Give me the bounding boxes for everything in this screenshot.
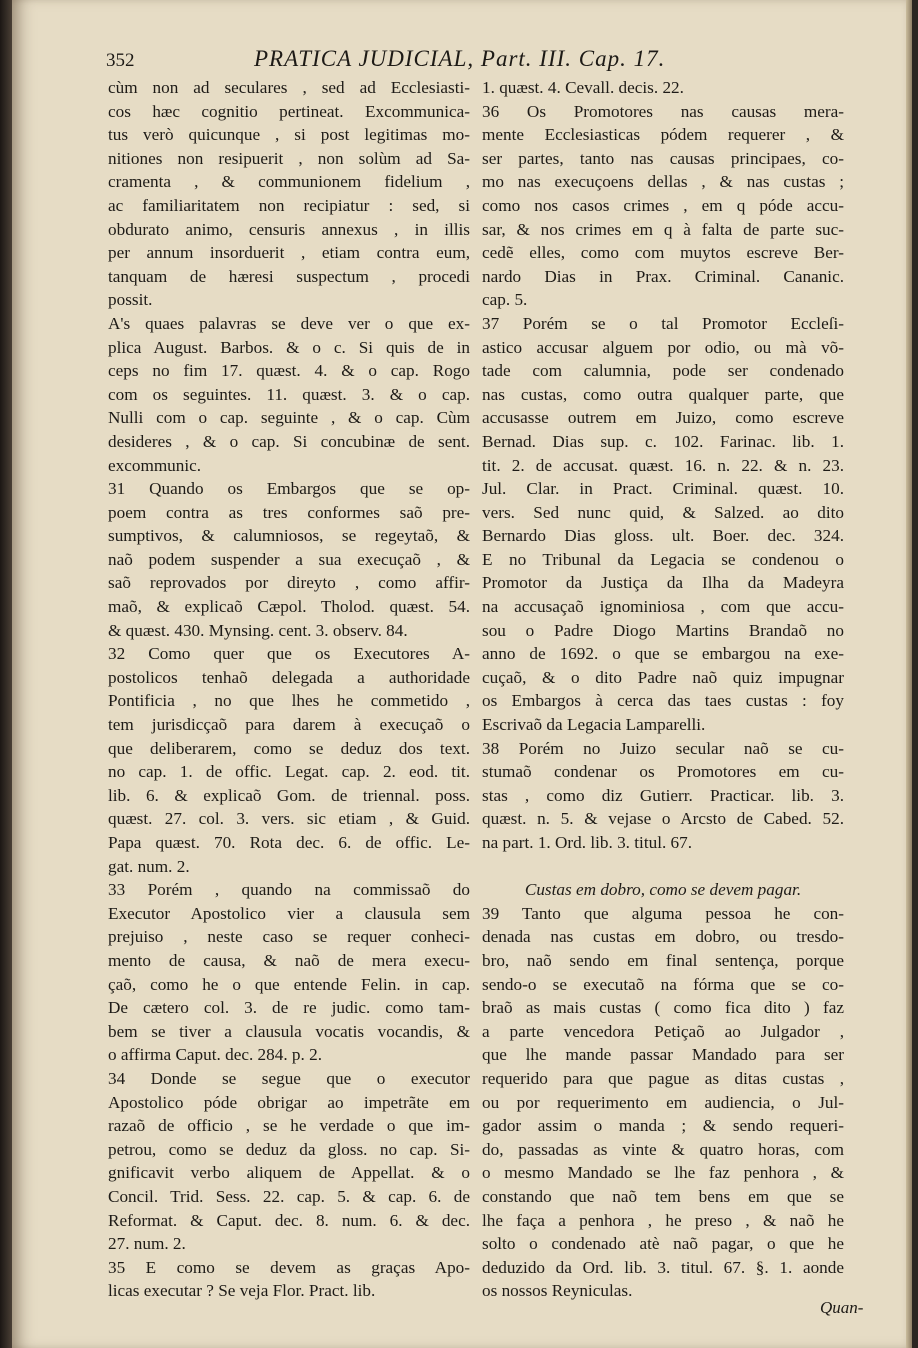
text-line: excommunic. <box>108 455 202 475</box>
text-line: stas , como diz Gutierr. Practicar. lib. 3. <box>482 785 844 805</box>
text-line: Promotor da Justiça da Ilha da Madeyra <box>482 573 844 593</box>
text-line: 33 Porém , quando na commissaõ do <box>108 880 470 900</box>
text-line: razaõ de officio , se he verdade o que im- <box>108 1116 470 1136</box>
text-line: lhe faça a penhora , he preso , & naõ he <box>482 1210 844 1230</box>
text-line: nas custas, como outra qualquer parte, que <box>482 384 844 404</box>
text-line: 34 Donde se segue que o executor <box>108 1068 470 1088</box>
text-line: 27. num. 2. <box>108 1234 186 1254</box>
text-line: desideres , & o cap. Si concubinæ de sent. <box>108 431 470 451</box>
text-line: Papa quæst. 70. Rota dec. 6. de offic. Le- <box>108 833 470 852</box>
text-line: que lhe mande passar Mandado para ser <box>482 1045 844 1065</box>
text-line: petrou, como se deduz da gloss. no cap. Si- <box>108 1139 470 1159</box>
text-line: deduzido da Ord. lib. 3. titul. 67. §. 1. aonde <box>482 1257 844 1277</box>
text-line: nardo Dias in Prax. Criminal. Cananic. <box>482 266 844 286</box>
text-line: tanquam de hæresi suspectum , procedi <box>108 266 470 286</box>
text-line: constando que naõ tem bens em que se <box>482 1186 844 1206</box>
text-line: cùm non ad seculares , sed ad Ecclesiasti- <box>108 78 470 97</box>
page-number: 352 <box>106 50 135 71</box>
catchword: Quan- <box>820 1298 864 1317</box>
text-line: plica August. Barbos. & o c. Si quis de in <box>108 337 470 357</box>
text-line: sendo-o se executaõ na fórma que se co- <box>482 974 844 994</box>
text-line: gat. num. 2. <box>108 856 190 876</box>
text-line: Custas em dobro, como se devem pagar. <box>524 880 802 900</box>
text-line: tade com calumnia, pode ser condenado <box>482 361 844 381</box>
text-line: per annum insorduerit , etiam contra eum, <box>108 243 470 263</box>
text-line: 36 Os Promotores nas causas mera- <box>482 101 844 121</box>
text-line: 1. quæst. 4. Cevall. decis. 22. <box>482 78 684 97</box>
text-line: E no Tribunal da Legacia se condenou o <box>482 549 844 569</box>
text-line: 32 Como quer que os Executores A- <box>108 644 470 664</box>
text-line: gador assim o manda ; & sendo requeri- <box>482 1116 844 1136</box>
text-line: A's quaes palavras se deve ver o que ex- <box>108 313 470 333</box>
text-line: 35 E como se devem as graças Apo- <box>108 1257 470 1277</box>
text-line: denada nas custas em dobro, ou tresdo- <box>482 927 844 947</box>
text-line: mo nas execuçoens dellas , & nas custas ; <box>482 172 844 192</box>
text-line: 39 Tanto que alguma pessoa he con- <box>482 903 844 923</box>
text-line: quæst. 27. col. 3. vers. sic etiam , & Guid. <box>108 809 470 829</box>
text-line: a parte vencedora Petiçaõ ao Julgador , <box>482 1021 844 1041</box>
text-line: na accusaçaõ ignominiosa , com que accu- <box>482 597 844 617</box>
running-header <box>106 46 766 76</box>
text-line: ser partes, tanto nas causas principaes, co- <box>482 148 844 168</box>
text-line: Escrivaõ da Legacia Lamparelli. <box>482 715 706 735</box>
text-line: lib. 6. & explicaõ Gom. de triennal. poss. <box>108 785 470 805</box>
text-line: bro, naõ sendo em final sentença, porque <box>482 950 844 970</box>
text-line: De cætero col. 3. de re judic. como tam- <box>108 998 470 1018</box>
text-line: 31 Quando os Embargos que se op- <box>108 479 470 499</box>
text-line: astico accusar alguem por odio, ou mà võ- <box>482 337 844 357</box>
text-line: Bernardo Dias gloss. ult. Boer. dec. 324. <box>482 526 844 546</box>
text-line: o mesmo Mandado se lhe faz penhora , & <box>482 1163 844 1183</box>
text-line: Nulli com o cap. seguinte , & o cap. Cùm <box>108 408 470 428</box>
text-line: obdurato animo, censuris annexus , in illis <box>108 219 470 239</box>
text-line: Concil. Trid. Sess. 22. cap. 5. & cap. 6. de <box>108 1186 470 1206</box>
text-line: cap. 5. <box>482 290 528 310</box>
text-line: saõ reprovados por direyto , como affir- <box>108 573 470 593</box>
text-line: braõ as mais custas ( como fica dito ) faz <box>482 998 844 1018</box>
text-line: ceps no fim 17. quæst. 4. & o cap. Rogo <box>108 361 470 381</box>
text-line: çaõ, como he o que entende Felin. in cap. <box>108 974 470 994</box>
text-line: cos hæc cognitio pertineat. Excommunica- <box>108 101 470 121</box>
book-spine <box>0 0 12 1348</box>
text-line: gnificavit verbo aliquem de Appellat. & o <box>108 1163 470 1183</box>
text-line: tit. 2. de accusat. quæst. 16. n. 22. & n. 23. <box>482 455 844 475</box>
text-line: tus verò quicunque , si post legitimas mo- <box>108 125 470 145</box>
running-title: PRATICA JUDICIAL, Part. III. Cap. 17. <box>254 46 666 71</box>
text-line: requerido para que pague as ditas custas , <box>482 1068 844 1088</box>
text-line: o affirma Caput. dec. 284. p. 2. <box>108 1045 322 1065</box>
text-line: & quæst. 430. Mynsing. cent. 3. observ. 84. <box>108 620 408 640</box>
text-line: com os seguintes. 11. quæst. 3. & o cap. <box>108 384 470 404</box>
text-line: accusasse outrem em Juizo, como escreve <box>482 408 844 428</box>
text-line: como nos casos crimes , em q póde accu- <box>482 195 844 215</box>
text-line: Apostolico póde obrigar ao impetrãte em <box>108 1092 470 1112</box>
text-line: cedẽ elles, como com muytos escreve Ber- <box>482 243 844 263</box>
text-line: prejuiso , neste caso se requer conheci- <box>108 927 470 947</box>
text-line: os nossos Reyniculas. <box>482 1281 633 1301</box>
text-line: vers. Sed nunc quid, & Salzed. ao dito <box>482 502 844 522</box>
blank-line <box>482 855 844 879</box>
text-line: ac familiaritatem non recipiatur : sed, si <box>108 195 470 215</box>
text-line: Jul. Clar. in Pract. Criminal. quæst. 10. <box>482 479 844 499</box>
text-line: anno de 1692. o que se embargou na exe- <box>482 644 844 664</box>
text-line: sou o Padre Diogo Martins Brandaõ no <box>482 620 844 640</box>
text-line: solto o condenado atè naõ pagar, o que he <box>482 1234 844 1254</box>
text-line: na part. 1. Ord. lib. 3. titul. 67. <box>482 833 693 852</box>
text-line: bem se tiver a clausula vocatis vocandis, & <box>108 1021 470 1041</box>
page-edge <box>906 0 912 1348</box>
text-line: os Embargos à cerca das taes custas : foy <box>482 691 844 711</box>
text-line: sar, & nos crimes em q à falta de parte suc- <box>482 219 844 239</box>
text-line: quæst. n. 5. & vejase o Arcsto de Cabed. 52. <box>482 809 844 829</box>
text-line: postolicos tenhaõ delegada a authoridade <box>108 667 470 687</box>
text-line: stumaõ condenar os Promotores em cu- <box>482 762 844 782</box>
text-line: mente Ecclesiasticas pódem requerer , & <box>482 125 844 145</box>
left-column <box>108 76 470 1303</box>
text-line: cuçaõ, & o dito Padre naõ quiz impugnar <box>482 667 844 687</box>
text-line: possit. <box>108 290 153 310</box>
text-line: Reformat. & Caput. dec. 8. num. 6. & dec. <box>108 1210 470 1230</box>
text-line: Bernad. Dias sup. c. 102. Farinac. lib. 1. <box>482 431 844 451</box>
text-line: licas executar ? Se veja Flor. Pract. lib. <box>108 1281 376 1301</box>
right-column <box>482 76 844 1303</box>
text-line: no cap. 1. de offic. Legat. cap. 2. eod. tit. <box>108 762 470 782</box>
text-line: do, passadas as vinte & quatro horas, com <box>482 1139 844 1159</box>
text-line: cramenta , & communionem fidelium , <box>108 172 470 192</box>
text-line: mento de causa, & naõ de mera execu- <box>108 950 470 970</box>
text-line: nitiones non resipuerit , non solùm ad Sa- <box>108 148 470 168</box>
text-line: que deliberarem, como se deduz dos text. <box>108 738 470 758</box>
text-line: Pontificia , no que lhes he commetido , <box>108 691 470 711</box>
text-line: naõ podem suspender a sua execuçaõ , & <box>108 549 470 569</box>
text-line: maõ, & explicaõ Cæpol. Tholod. quæst. 54. <box>108 597 470 617</box>
text-line: 38 Porém no Juizo secular naõ se cu- <box>482 738 844 758</box>
text-line: 37 Porém se o tal Promotor Eccleſi- <box>482 313 844 333</box>
text-line: Executor Apostolico vier a clausula sem <box>108 903 470 923</box>
text-line: ou por requerimento em audiencia, o Jul- <box>482 1092 844 1112</box>
text-line: sumptivos, & calumniosos, se regeytaõ, & <box>108 526 470 546</box>
text-line: poem contra as tres conformes saõ pre- <box>108 502 470 522</box>
text-line: tem jurisdicçaõ para darem à execuçaõ o <box>108 715 470 735</box>
